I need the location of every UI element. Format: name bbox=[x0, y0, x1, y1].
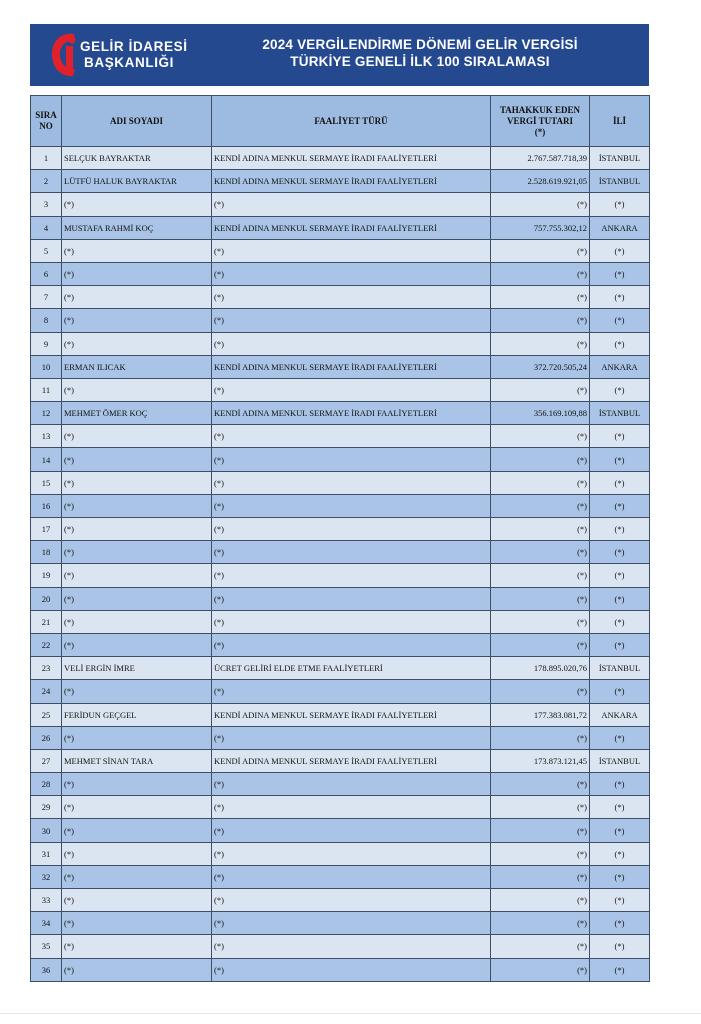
cell-name: (*) bbox=[62, 425, 212, 448]
cell-rank-no: 34 bbox=[31, 912, 62, 935]
cell-name: LÜTFÜ HALUK BAYRAKTAR bbox=[62, 170, 212, 193]
cell-tax-amount: 356.169.109,88 bbox=[491, 402, 590, 425]
cell-rank-no: 15 bbox=[31, 471, 62, 494]
cell-tax-amount: (*) bbox=[491, 819, 590, 842]
cell-name: (*) bbox=[62, 332, 212, 355]
cell-rank-no: 1 bbox=[31, 147, 62, 170]
col-header-no-line-1: SIRA bbox=[35, 110, 57, 120]
cell-city: (*) bbox=[590, 378, 650, 401]
table-row bbox=[31, 865, 650, 888]
cell-tax-amount: (*) bbox=[491, 494, 590, 517]
cell-rank-no: 7 bbox=[31, 286, 62, 309]
cell-tax-amount: (*) bbox=[491, 587, 590, 610]
cell-name: FERİDUN GEÇGEL bbox=[62, 703, 212, 726]
table-row bbox=[31, 842, 650, 865]
cell-city: (*) bbox=[590, 796, 650, 819]
cell-city: ANKARA bbox=[590, 703, 650, 726]
table-row bbox=[31, 633, 650, 656]
cell-rank-no: 6 bbox=[31, 262, 62, 285]
table-row bbox=[31, 355, 650, 378]
cell-rank-no: 8 bbox=[31, 309, 62, 332]
table-row bbox=[31, 448, 650, 471]
table-row bbox=[31, 471, 650, 494]
cell-city: İSTANBUL bbox=[590, 749, 650, 772]
table-row bbox=[31, 958, 650, 981]
cell-activity: (*) bbox=[212, 865, 491, 888]
cell-rank-no: 18 bbox=[31, 541, 62, 564]
cell-activity: (*) bbox=[212, 958, 491, 981]
cell-name: (*) bbox=[62, 541, 212, 564]
cell-tax-amount: (*) bbox=[491, 680, 590, 703]
cell-city: (*) bbox=[590, 610, 650, 633]
cell-rank-no: 3 bbox=[31, 193, 62, 216]
cell-city: (*) bbox=[590, 912, 650, 935]
cell-tax-amount: (*) bbox=[491, 262, 590, 285]
cell-rank-no: 16 bbox=[31, 494, 62, 517]
cell-tax-amount: (*) bbox=[491, 448, 590, 471]
cell-name: (*) bbox=[62, 796, 212, 819]
cell-city: (*) bbox=[590, 889, 650, 912]
cell-name: (*) bbox=[62, 773, 212, 796]
cell-city: (*) bbox=[590, 239, 650, 262]
cell-activity: (*) bbox=[212, 796, 491, 819]
table-row bbox=[31, 726, 650, 749]
cell-activity: (*) bbox=[212, 680, 491, 703]
cell-tax-amount: (*) bbox=[491, 773, 590, 796]
table-body bbox=[31, 147, 650, 982]
cell-tax-amount: (*) bbox=[491, 518, 590, 541]
cell-name: (*) bbox=[62, 309, 212, 332]
page-title-line-2: TÜRKİYE GENELİ İLK 100 SIRALAMASI bbox=[290, 54, 550, 69]
cell-tax-amount: (*) bbox=[491, 332, 590, 355]
table-row bbox=[31, 402, 650, 425]
cell-tax-amount: (*) bbox=[491, 541, 590, 564]
cell-city: (*) bbox=[590, 865, 650, 888]
cell-rank-no: 36 bbox=[31, 958, 62, 981]
cell-tax-amount: 178.895.020,76 bbox=[491, 657, 590, 680]
cell-tax-amount: (*) bbox=[491, 935, 590, 958]
cell-rank-no: 11 bbox=[31, 378, 62, 401]
cell-activity: (*) bbox=[212, 332, 491, 355]
cell-name: (*) bbox=[62, 819, 212, 842]
cell-activity: (*) bbox=[212, 193, 491, 216]
page-title bbox=[210, 36, 630, 70]
table-row bbox=[31, 541, 650, 564]
cell-rank-no: 12 bbox=[31, 402, 62, 425]
cell-tax-amount: (*) bbox=[491, 633, 590, 656]
cell-tax-amount: (*) bbox=[491, 726, 590, 749]
cell-tax-amount: (*) bbox=[491, 471, 590, 494]
cell-name: (*) bbox=[62, 239, 212, 262]
table-row bbox=[31, 518, 650, 541]
cell-activity: (*) bbox=[212, 819, 491, 842]
cell-name: (*) bbox=[62, 494, 212, 517]
cell-name: (*) bbox=[62, 680, 212, 703]
table-row bbox=[31, 587, 650, 610]
cell-activity: KENDİ ADINA MENKUL SERMAYE İRADI FAALİYETLERİ bbox=[212, 703, 491, 726]
cell-name: (*) bbox=[62, 471, 212, 494]
cell-city: (*) bbox=[590, 494, 650, 517]
cell-rank-no: 13 bbox=[31, 425, 62, 448]
cell-activity: (*) bbox=[212, 912, 491, 935]
table-row bbox=[31, 657, 650, 680]
table-row bbox=[31, 912, 650, 935]
cell-tax-amount: (*) bbox=[491, 912, 590, 935]
table-row bbox=[31, 193, 650, 216]
cell-name: (*) bbox=[62, 865, 212, 888]
cell-name: MEHMET SİNAN TARA bbox=[62, 749, 212, 772]
cell-tax-amount: (*) bbox=[491, 958, 590, 981]
table-row bbox=[31, 889, 650, 912]
cell-rank-no: 5 bbox=[31, 239, 62, 262]
cell-name: (*) bbox=[62, 262, 212, 285]
cell-city: (*) bbox=[590, 842, 650, 865]
cell-rank-no: 29 bbox=[31, 796, 62, 819]
table-row bbox=[31, 332, 650, 355]
cell-tax-amount: (*) bbox=[491, 610, 590, 633]
cell-city: (*) bbox=[590, 958, 650, 981]
cell-rank-no: 14 bbox=[31, 448, 62, 471]
cell-activity: (*) bbox=[212, 587, 491, 610]
cell-city: İSTANBUL bbox=[590, 657, 650, 680]
cell-city: ANKARA bbox=[590, 216, 650, 239]
cell-city: (*) bbox=[590, 425, 650, 448]
cell-rank-no: 2 bbox=[31, 170, 62, 193]
page-bottom-divider bbox=[0, 1013, 701, 1014]
cell-tax-amount: 2.767.587.718,39 bbox=[491, 147, 590, 170]
cell-rank-no: 35 bbox=[31, 935, 62, 958]
cell-name: (*) bbox=[62, 518, 212, 541]
logo-line-2: BAŞKANLIĞI bbox=[84, 55, 174, 70]
table-row bbox=[31, 773, 650, 796]
cell-rank-no: 17 bbox=[31, 518, 62, 541]
cell-activity: (*) bbox=[212, 889, 491, 912]
table-row bbox=[31, 262, 650, 285]
cell-tax-amount: (*) bbox=[491, 796, 590, 819]
cell-tax-amount: (*) bbox=[491, 842, 590, 865]
table-row bbox=[31, 564, 650, 587]
cell-name: VELİ ERGİN İMRE bbox=[62, 657, 212, 680]
cell-city: (*) bbox=[590, 309, 650, 332]
cell-activity: (*) bbox=[212, 564, 491, 587]
cell-name: (*) bbox=[62, 587, 212, 610]
cell-tax-amount: 173.873.121,45 bbox=[491, 749, 590, 772]
cell-activity: KENDİ ADINA MENKUL SERMAYE İRADI FAALİYETLERİ bbox=[212, 355, 491, 378]
cell-city: İSTANBUL bbox=[590, 402, 650, 425]
cell-name: (*) bbox=[62, 889, 212, 912]
cell-tax-amount: (*) bbox=[491, 309, 590, 332]
cell-rank-no: 4 bbox=[31, 216, 62, 239]
cell-activity: (*) bbox=[212, 262, 491, 285]
col-header-tax bbox=[491, 96, 590, 147]
cell-city: (*) bbox=[590, 819, 650, 842]
table-row bbox=[31, 425, 650, 448]
cell-name: (*) bbox=[62, 958, 212, 981]
cell-city: (*) bbox=[590, 587, 650, 610]
col-header-tax-line-2: VERGİ TUTARI bbox=[507, 115, 573, 126]
cell-activity: KENDİ ADINA MENKUL SERMAYE İRADI FAALİYETLERİ bbox=[212, 147, 491, 170]
cell-activity: KENDİ ADINA MENKUL SERMAYE İRADI FAALİYETLERİ bbox=[212, 170, 491, 193]
table-row bbox=[31, 935, 650, 958]
cell-tax-amount: (*) bbox=[491, 378, 590, 401]
cell-tax-amount: (*) bbox=[491, 193, 590, 216]
cell-tax-amount: (*) bbox=[491, 425, 590, 448]
ranking-table bbox=[30, 95, 650, 982]
table-row bbox=[31, 680, 650, 703]
cell-city: (*) bbox=[590, 471, 650, 494]
col-header-name: ADI SOYADI bbox=[62, 96, 212, 147]
logo-line-1: GELİR İDARESİ bbox=[80, 39, 188, 54]
cell-city: İSTANBUL bbox=[590, 147, 650, 170]
cell-city: (*) bbox=[590, 564, 650, 587]
cell-activity: (*) bbox=[212, 425, 491, 448]
cell-rank-no: 20 bbox=[31, 587, 62, 610]
cell-tax-amount: (*) bbox=[491, 286, 590, 309]
cell-activity: (*) bbox=[212, 773, 491, 796]
cell-activity: (*) bbox=[212, 471, 491, 494]
header-banner bbox=[30, 24, 649, 86]
gib-logo-icon bbox=[48, 31, 84, 79]
cell-tax-amount: 177.383.081,72 bbox=[491, 703, 590, 726]
cell-activity: (*) bbox=[212, 494, 491, 517]
cell-rank-no: 19 bbox=[31, 564, 62, 587]
cell-activity: (*) bbox=[212, 378, 491, 401]
table-row bbox=[31, 749, 650, 772]
col-header-no bbox=[31, 96, 62, 147]
cell-activity: (*) bbox=[212, 286, 491, 309]
cell-tax-amount: 2.528.619.921,05 bbox=[491, 170, 590, 193]
table-row bbox=[31, 216, 650, 239]
cell-rank-no: 9 bbox=[31, 332, 62, 355]
cell-activity: (*) bbox=[212, 842, 491, 865]
cell-city: (*) bbox=[590, 262, 650, 285]
cell-city: (*) bbox=[590, 680, 650, 703]
table-row bbox=[31, 239, 650, 262]
cell-city: (*) bbox=[590, 935, 650, 958]
cell-name: (*) bbox=[62, 610, 212, 633]
col-header-activity: FAALİYET TÜRÜ bbox=[212, 96, 491, 147]
col-header-tax-line-1: TAHAKKUK EDEN bbox=[499, 104, 581, 115]
cell-tax-amount: (*) bbox=[491, 564, 590, 587]
cell-city: İSTANBUL bbox=[590, 170, 650, 193]
cell-activity: ÜCRET GELİRİ ELDE ETME FAALİYETLERİ bbox=[212, 657, 491, 680]
cell-name: (*) bbox=[62, 935, 212, 958]
cell-name: (*) bbox=[62, 378, 212, 401]
cell-activity: (*) bbox=[212, 633, 491, 656]
cell-rank-no: 23 bbox=[31, 657, 62, 680]
cell-name: (*) bbox=[62, 726, 212, 749]
page-title-line-1: 2024 VERGİLENDİRME DÖNEMİ GELİR VERGİSİ bbox=[262, 37, 578, 52]
logo-wordmark bbox=[80, 39, 188, 71]
table-row bbox=[31, 309, 650, 332]
cell-activity: (*) bbox=[212, 309, 491, 332]
cell-tax-amount: 372.720.505,24 bbox=[491, 355, 590, 378]
cell-name: SELÇUK BAYRAKTAR bbox=[62, 147, 212, 170]
cell-rank-no: 24 bbox=[31, 680, 62, 703]
table-row bbox=[31, 703, 650, 726]
cell-activity: KENDİ ADINA MENKUL SERMAYE İRADI FAALİYETLERİ bbox=[212, 216, 491, 239]
table-header-row bbox=[31, 96, 650, 147]
cell-rank-no: 28 bbox=[31, 773, 62, 796]
cell-rank-no: 32 bbox=[31, 865, 62, 888]
cell-name: (*) bbox=[62, 633, 212, 656]
cell-name: (*) bbox=[62, 448, 212, 471]
cell-activity: KENDİ ADINA MENKUL SERMAYE İRADI FAALİYETLERİ bbox=[212, 402, 491, 425]
cell-tax-amount: (*) bbox=[491, 865, 590, 888]
table-row bbox=[31, 286, 650, 309]
cell-activity: (*) bbox=[212, 541, 491, 564]
cell-rank-no: 25 bbox=[31, 703, 62, 726]
cell-name: (*) bbox=[62, 912, 212, 935]
cell-tax-amount: (*) bbox=[491, 239, 590, 262]
cell-rank-no: 26 bbox=[31, 726, 62, 749]
cell-activity: (*) bbox=[212, 935, 491, 958]
cell-tax-amount: 757.755.302,12 bbox=[491, 216, 590, 239]
cell-city: (*) bbox=[590, 193, 650, 216]
cell-activity: (*) bbox=[212, 448, 491, 471]
cell-name: MEHMET ÖMER KOÇ bbox=[62, 402, 212, 425]
cell-name: MUSTAFA RAHMİ KOÇ bbox=[62, 216, 212, 239]
table-row bbox=[31, 819, 650, 842]
cell-name: (*) bbox=[62, 193, 212, 216]
cell-city: (*) bbox=[590, 541, 650, 564]
cell-rank-no: 21 bbox=[31, 610, 62, 633]
table-row bbox=[31, 170, 650, 193]
cell-activity: KENDİ ADINA MENKUL SERMAYE İRADI FAALİYETLERİ bbox=[212, 749, 491, 772]
cell-city: (*) bbox=[590, 518, 650, 541]
cell-name: (*) bbox=[62, 564, 212, 587]
cell-rank-no: 31 bbox=[31, 842, 62, 865]
cell-activity: (*) bbox=[212, 610, 491, 633]
cell-name: (*) bbox=[62, 842, 212, 865]
cell-city: ANKARA bbox=[590, 355, 650, 378]
table-row bbox=[31, 610, 650, 633]
table-row bbox=[31, 378, 650, 401]
col-header-city: İLİ bbox=[590, 96, 650, 147]
cell-rank-no: 30 bbox=[31, 819, 62, 842]
cell-activity: (*) bbox=[212, 239, 491, 262]
cell-rank-no: 27 bbox=[31, 749, 62, 772]
cell-city: (*) bbox=[590, 332, 650, 355]
cell-rank-no: 10 bbox=[31, 355, 62, 378]
cell-city: (*) bbox=[590, 773, 650, 796]
table-row bbox=[31, 494, 650, 517]
cell-activity: (*) bbox=[212, 726, 491, 749]
cell-city: (*) bbox=[590, 726, 650, 749]
cell-name: ERMAN ILICAK bbox=[62, 355, 212, 378]
table-row bbox=[31, 796, 650, 819]
cell-rank-no: 22 bbox=[31, 633, 62, 656]
col-header-no-line-2: NO bbox=[39, 121, 53, 131]
col-header-tax-line-3: (*) bbox=[534, 126, 546, 137]
cell-name: (*) bbox=[62, 286, 212, 309]
cell-city: (*) bbox=[590, 286, 650, 309]
cell-city: (*) bbox=[590, 633, 650, 656]
cell-city: (*) bbox=[590, 448, 650, 471]
cell-activity: (*) bbox=[212, 518, 491, 541]
cell-tax-amount: (*) bbox=[491, 889, 590, 912]
table-row bbox=[31, 147, 650, 170]
cell-rank-no: 33 bbox=[31, 889, 62, 912]
